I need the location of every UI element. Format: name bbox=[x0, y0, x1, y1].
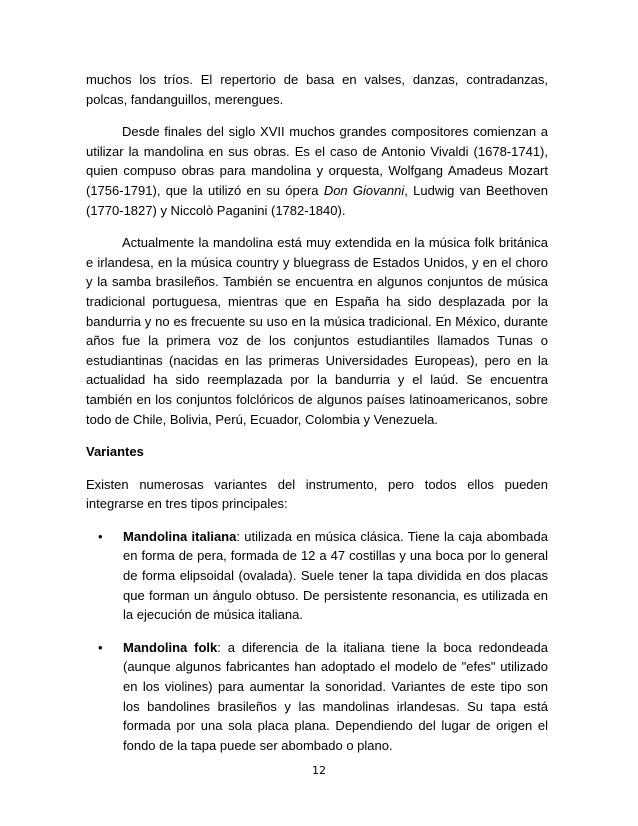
bullet-icon: • bbox=[98, 639, 103, 655]
opera-title: Don Giovanni bbox=[323, 182, 405, 198]
bullet-icon: • bbox=[98, 528, 103, 544]
page-body bbox=[86, 70, 548, 755]
variants-list bbox=[86, 527, 548, 756]
paragraph-current-use: Actualmente la mandolina está muy extendida en la música folk británica e irlandesa, en la música country y bluegrass de Estados Unidos, y en el choro y la samba brasileños. También se encuentra en algunos conjuntos de música tradicional portuguesa, mientras que en España ha sido desplazada por la bandurria y no es frecuente su uso en la música tradicional. En México, durante años fue la primera voz de los conjuntos estudiantiles llamados Tunas o estudiantinas (nacidas en las primeras Universidades Europeas), pero en la actualidad ha sido reemplazada por la bandurria y el laúd. Se encuentra también en los conjuntos folclóricos de algunos países latinoamericanos, sobre todo de Chile, Bolivia, Perú, Ecuador, Colombia y Venezuela. bbox=[86, 235, 548, 427]
list-item-text: : a diferencia de la italiana tiene la boca redondeada (aunque algunos fabricantes han adoptado el modelo de "efes" utilizado en los violines) para aumentar la sonoridad. Variantes de este tipo son los bandolines brasileños y las mandolinas irlandesas. Su tapa está formada por una sola placa plana. Dependiendo del lugar de origen el fondo de la tapa puede ser abombado o plano. bbox=[123, 639, 549, 753]
page-number: 12 bbox=[312, 764, 326, 777]
list-item-mandolina-folk bbox=[86, 638, 548, 756]
composers-text-end: , Ludwig van Beethoven (1770-1827) y Niccolò Paganini (1782-1840). bbox=[86, 182, 548, 218]
paragraph-repertoire: muchos los tríos. El repertorio de basa en valses, danzas, contradanzas, polcas, fandanguillos, merengues. bbox=[86, 72, 548, 107]
list-item-text: : utilizada en música clásica. Tiene la caja abombada en forma de pera, formada de 12 a 47 costillas y una boca por lo general de forma elipsoidal (ovalada). Suele tener la tapa dividida en dos placas que forman un ángulo obtuso. De persistente resonancia, es utilizada en la ejecución de música italiana. bbox=[123, 528, 548, 623]
list-item-term: Mandolina italiana bbox=[123, 528, 237, 544]
paragraph-variants-intro: Existen numerosas variantes del instrumento, pero todos ellos pueden integrarse en tres tipos principales: bbox=[86, 476, 548, 512]
list-item-mandolina-italiana bbox=[86, 527, 548, 625]
section-heading-variantes: Variantes bbox=[86, 444, 144, 460]
composers-text: Desde finales del siglo XVII muchos grandes compositores comienzan a utilizar la mandolina en sus obras. Es el caso de Antonio Vivaldi (1678-1741), quien compuso obras para mandolina y orquesta, Wolfgang Amadeus Mozart (1756-1791), que la utilizó en su ópera bbox=[86, 124, 548, 198]
paragraph-composers bbox=[86, 122, 548, 220]
list-item-term: Mandolina folk bbox=[123, 639, 218, 655]
